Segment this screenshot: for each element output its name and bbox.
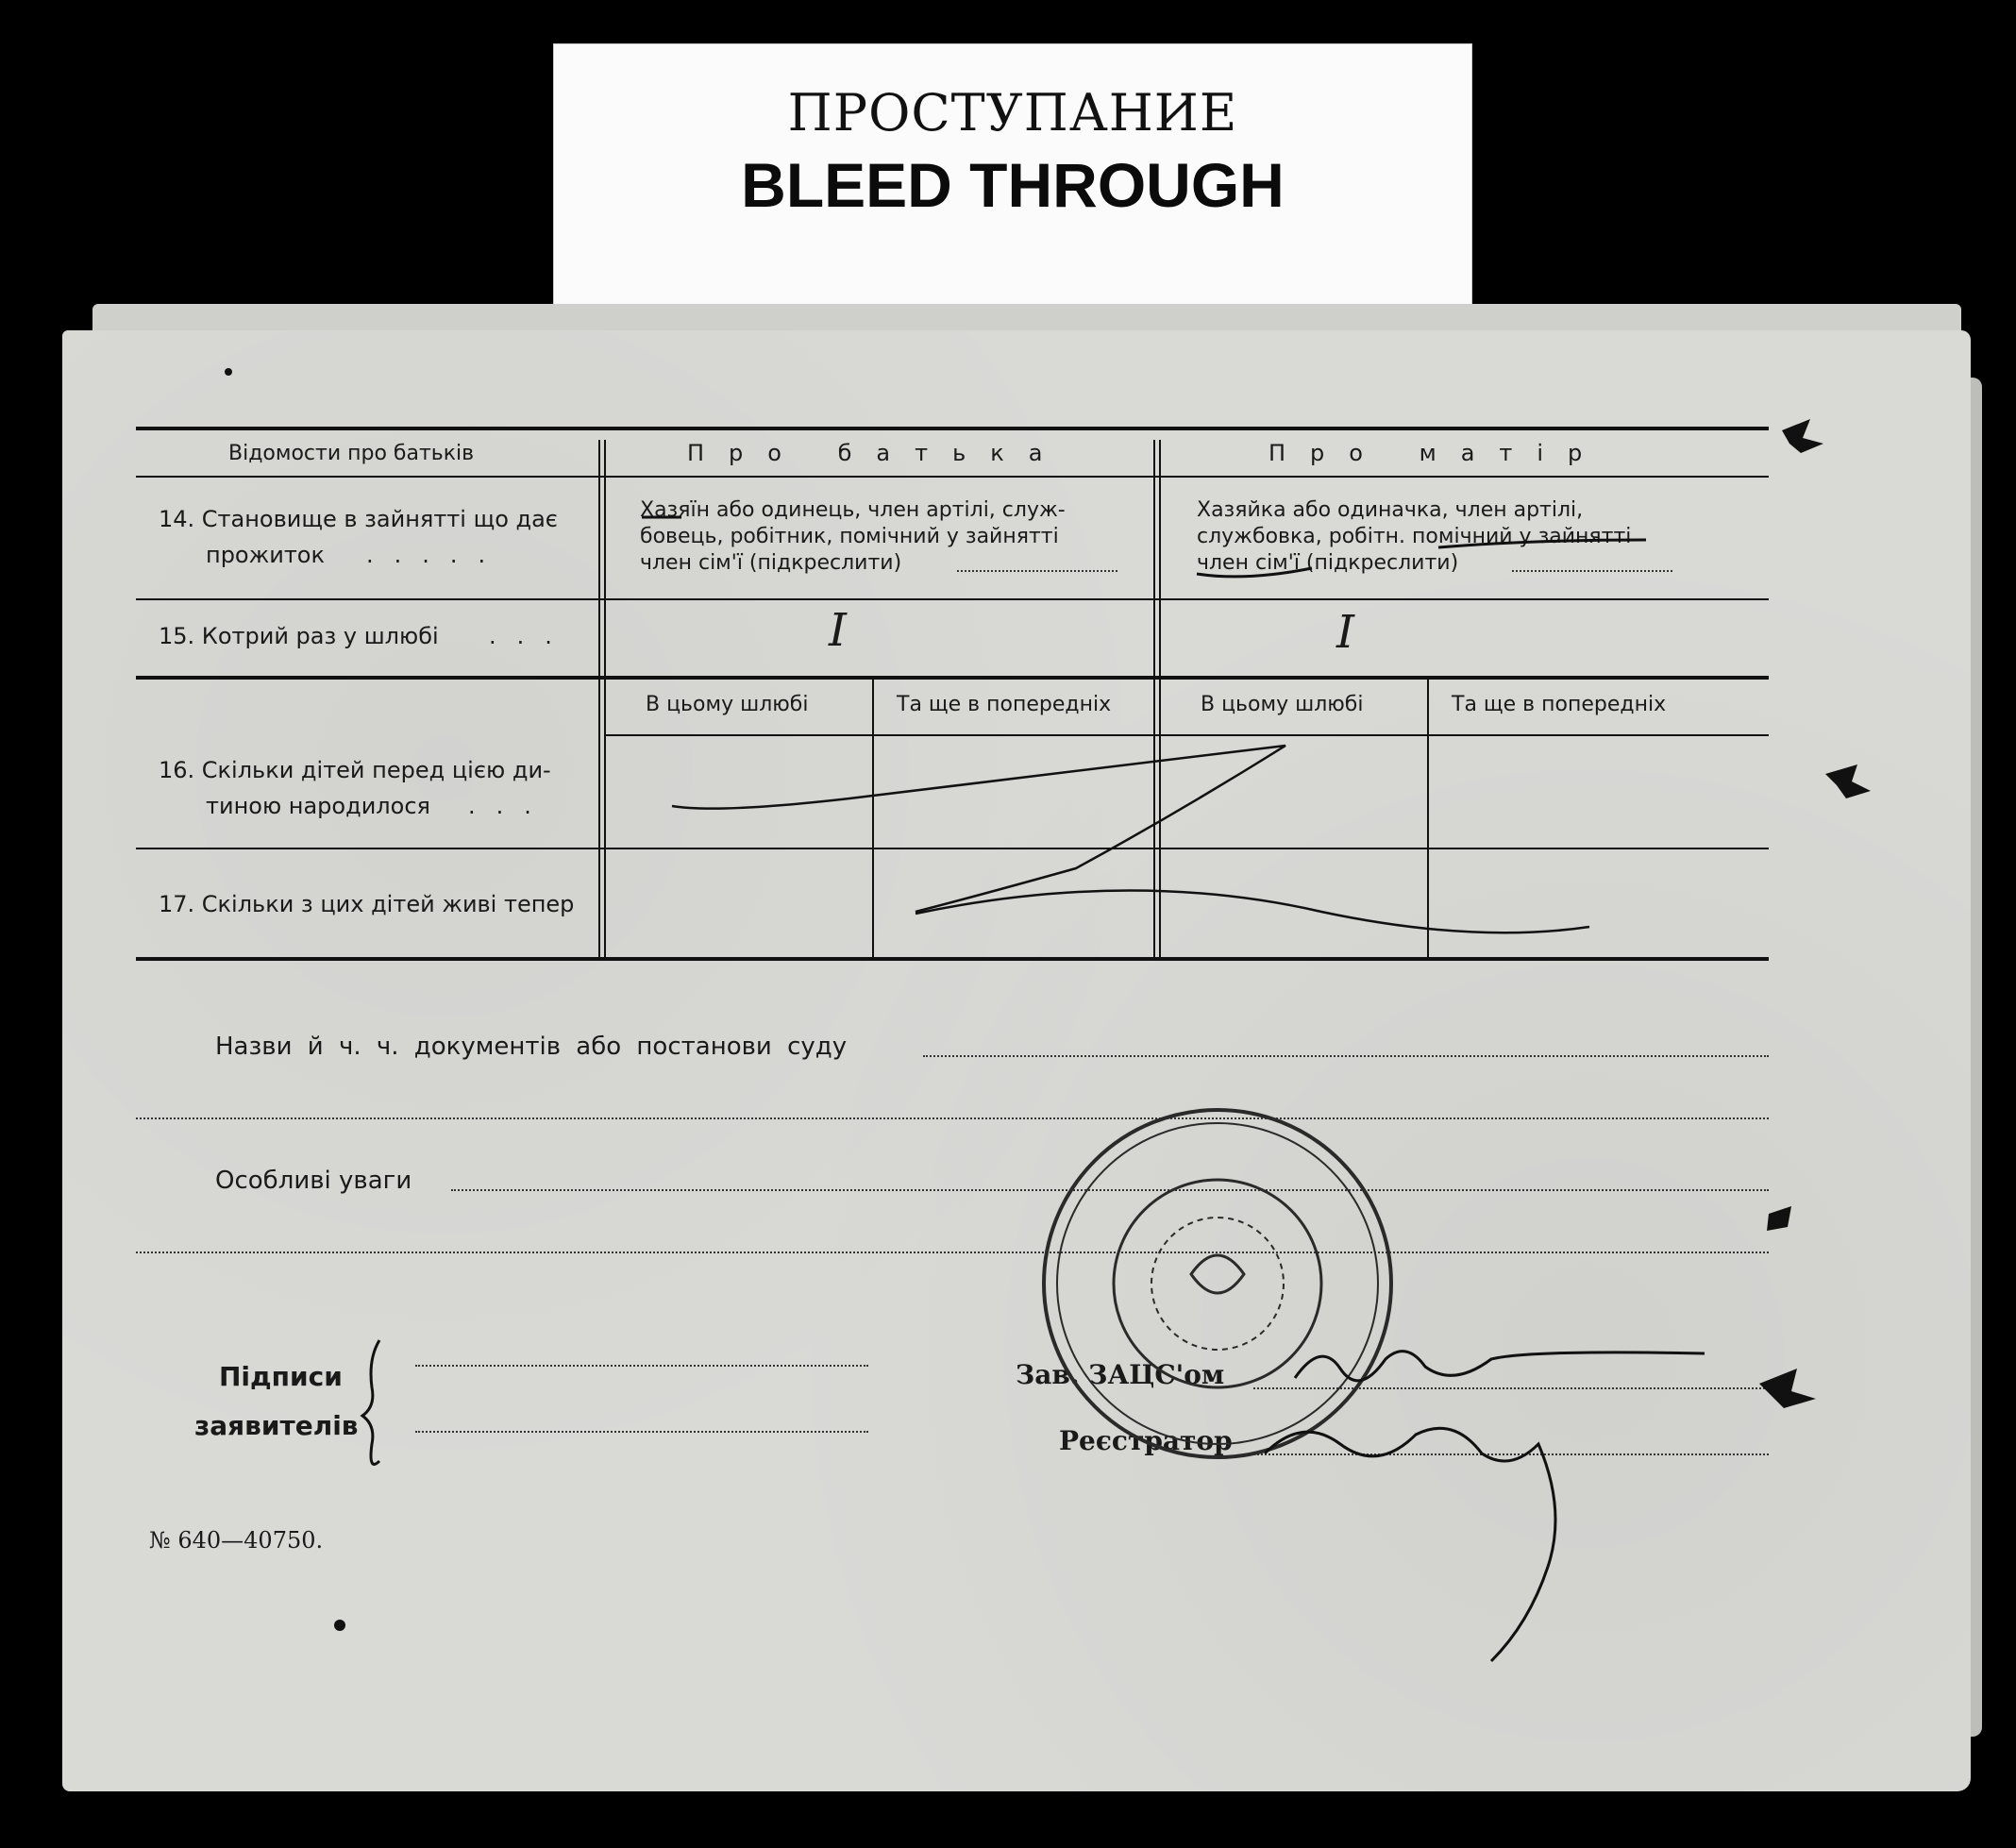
row16-dots: ... <box>468 793 552 819</box>
row14-mother-2: службовка, робітн. помічний у зайнятті <box>1197 525 1632 548</box>
row14-father-3: член сім'ї (підкреслити) <box>640 551 902 575</box>
row16-label-2: тиною народилося <box>206 793 430 819</box>
row16-label-1: 16. Скільки дітей перед цією ди- <box>159 757 551 783</box>
form-number: № 640—40750. <box>149 1527 324 1554</box>
row14-label-2: прожиток <box>206 542 325 568</box>
row14-dots: ..... <box>366 542 507 568</box>
head-signature <box>1295 1352 1705 1381</box>
father-previous: Та ще в попередніх <box>897 693 1112 716</box>
mother-this-marriage: В цьому шлюбі <box>1201 693 1364 716</box>
official-stamp <box>1044 1110 1391 1457</box>
row15-dots: ... <box>489 623 573 649</box>
label-english: BLEED THROUGH <box>741 150 1285 220</box>
label-russian: ПРОСТУПАНИЕ <box>787 83 1238 143</box>
header-mother: Про матір <box>1268 440 1607 466</box>
signature-brace <box>362 1340 379 1464</box>
row15-mother-value: I <box>1336 606 1354 659</box>
row14-mother-1: Хазяйка або одиначка, член артілі, <box>1197 498 1584 522</box>
signatures-label-1: Підписи <box>219 1361 343 1392</box>
dash-stroke-1 <box>672 746 1285 912</box>
registrar-label: Реєстратор <box>1059 1425 1233 1456</box>
header-father: Про батька <box>687 440 1067 466</box>
row14-mother-3: член сім'ї (підкреслити) <box>1197 551 1459 575</box>
header-info-label: Відомости про батьків <box>228 442 475 465</box>
row14-label-1: 14. Становище в зайнятті що дає <box>159 506 558 532</box>
row15-label: 15. Котрий раз у шлюбі <box>159 623 439 649</box>
row15-father-value: I <box>829 604 847 657</box>
dash-stroke-2 <box>916 890 1589 932</box>
signatures-label-2: заявителів <box>194 1410 359 1441</box>
mother-previous: Та ще в попередніх <box>1452 693 1667 716</box>
mother-underline-1 <box>1438 540 1646 547</box>
mother-underline-2 <box>1197 568 1312 577</box>
paper-damage <box>225 368 1871 1631</box>
row14-father-2: бовець, робітник, помічний у зайнятті <box>640 525 1059 548</box>
documents-label: Назви й ч. ч. документів або постанови суду <box>215 1033 848 1061</box>
father-this-marriage: В цьому шлюбі <box>646 693 809 716</box>
notes-label: Особливі уваги <box>215 1167 412 1195</box>
head-label: Зав. ЗАЦС'ом <box>1016 1359 1225 1390</box>
row14-father-1: Хазяїн або одинець, член артілі, служ- <box>640 498 1066 522</box>
registrar-signature <box>1265 1428 1555 1661</box>
row17-label: 17. Скільки з цих дітей живі тепер <box>159 891 575 917</box>
